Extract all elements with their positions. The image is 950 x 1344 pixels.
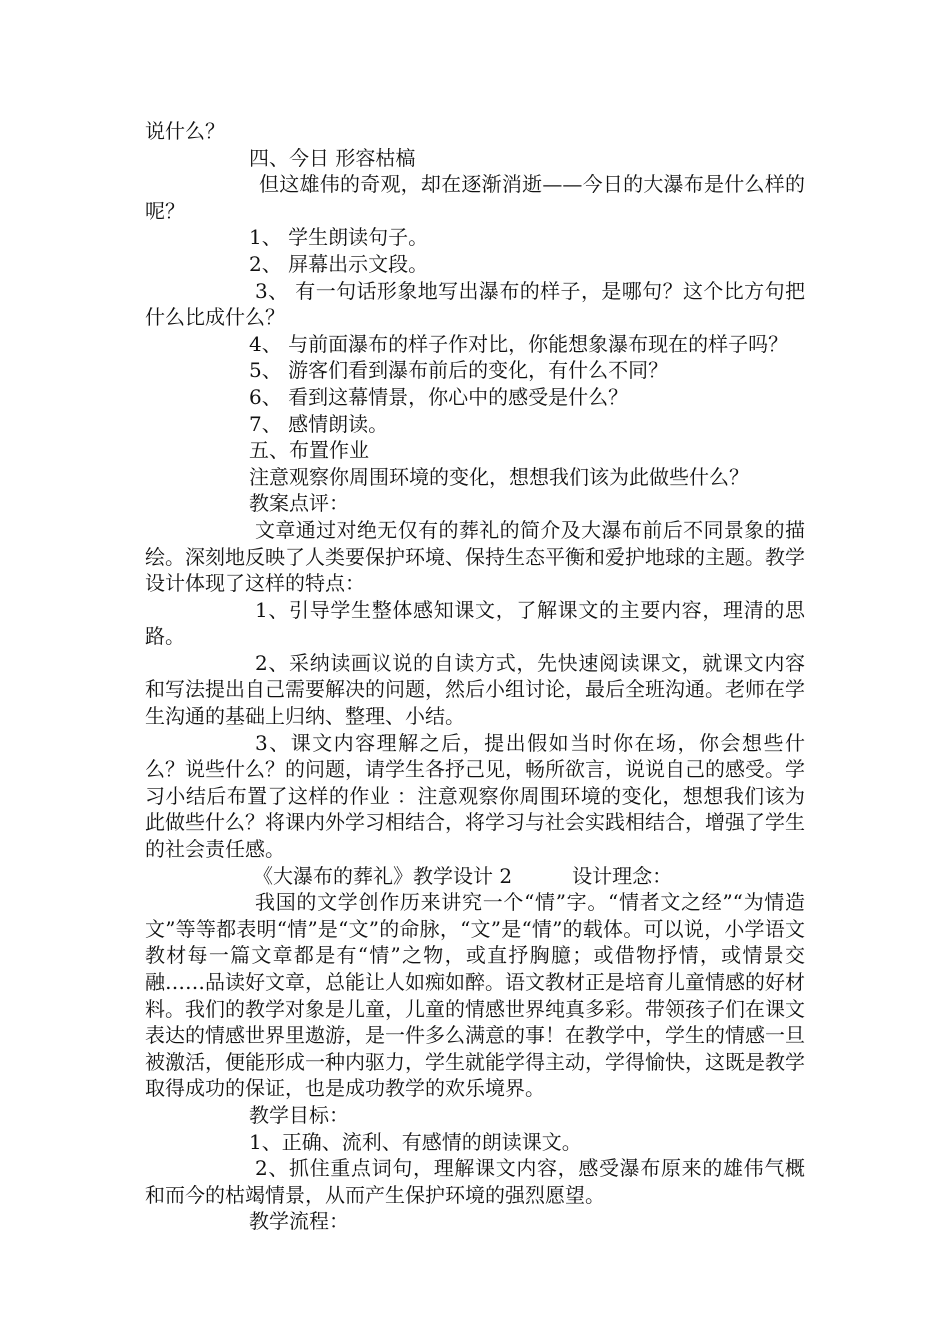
section-heading: 教案点评：	[249, 491, 349, 516]
list-item: 4、 与前面瀑布的样子作对比，你能想象瀑布现在的样子吗？	[249, 331, 789, 356]
list-item: 2、采纳读画议说的自读方式，先快速阅读课文，就课文内容和写法提出自己需要解决的问题，然后小组讨论，最后全班沟通。老师在学生沟通的基础上归纳、整理、小结。	[145, 650, 805, 729]
list-item: 1、引导学生整体感知课文，了解课文的主要内容，理清的思路。	[145, 597, 805, 649]
list-item: 2、抓住重点词句，理解课文内容，感受瀑布原来的雄伟气概和而今的枯竭情景，从而产生保护环境的强烈愿望。	[145, 1156, 805, 1207]
list-item: 6、 看到这幕情景，你心中的感受是什么？	[249, 384, 629, 409]
list-item: 3、课文内容理解之后，提出假如当时你在场，你会想些什么？说些什么？的问题，请学生各抒己见，畅所欲言，说说自己的感受。学习小结后布置了这样的作业 ：注意观察你周围环境的变化，想想我们该为此做些什么？将课内外学习相结合，将学习与社会实践相结合，增强了学生的社会责任感。	[145, 730, 805, 862]
section-heading: 教学流程：	[249, 1209, 349, 1234]
section-heading: 四、今日 形容枯槁	[249, 145, 416, 170]
document-body	[145, 118, 805, 1235]
paragraph: 但这雄伟的奇观，却在逐渐消逝——今日的大瀑布是什么样的呢？	[145, 172, 805, 223]
list-item: 1、 学生朗读句子。	[249, 225, 429, 250]
section-heading: 教学目标：	[249, 1102, 349, 1127]
list-item: 1、正确、流利、有感情的朗读课文。	[249, 1129, 582, 1154]
section-heading: 五、布置作业	[249, 438, 369, 463]
paragraph: 说什么？	[145, 119, 225, 143]
paragraph: 文章通过对绝无仅有的葬礼的简介及大瀑布前后不同景象的描绘。深刻地反映了人类要保护环境、保持生态平衡和爱护地球的主题。教学设计体现了这样的特点：	[145, 517, 805, 596]
paragraph: 我国的文学创作历来讲究一个“情”字。“情者文之经”“为情造文”等等都表明“情”是“文”的命脉，“文”是“情”的载体。可以说，小学语文教材每一篇文章都是有“情”之物，或直抒胸臆；或借物抒情，或情景交融……品读好文章，总能让人如痴如醉。语文教材正是培育儿童情感的好材料。我们的教学对象是儿童，儿童的情感世界纯真多彩。带领孩子们在课文表达的情感世界里遨游，是一件多么满意的事！在教学中，学生的情感一旦被激活，便能形成一种内驱力，学生就能学得主动，学得愉快，这既是教学取得成功的保证，也是成功教学的欢乐境界。	[145, 890, 805, 1101]
list-item: 5、 游客们看到瀑布前后的变化，有什么不同？	[249, 358, 669, 383]
list-item: 7、 感情朗读。	[249, 411, 389, 436]
document-subtitle: 《大瀑布的葬礼》教学设计 2 设计理念：	[253, 863, 673, 888]
paragraph: 注意观察你周围环境的变化，想想我们该为此做些什么？	[249, 464, 749, 489]
list-item: 3、 有一句话形象地写出瀑布的样子，是哪句？这个比方句把什么比成什么？	[145, 278, 805, 330]
list-item: 2、 屏幕出示文段。	[249, 251, 429, 276]
